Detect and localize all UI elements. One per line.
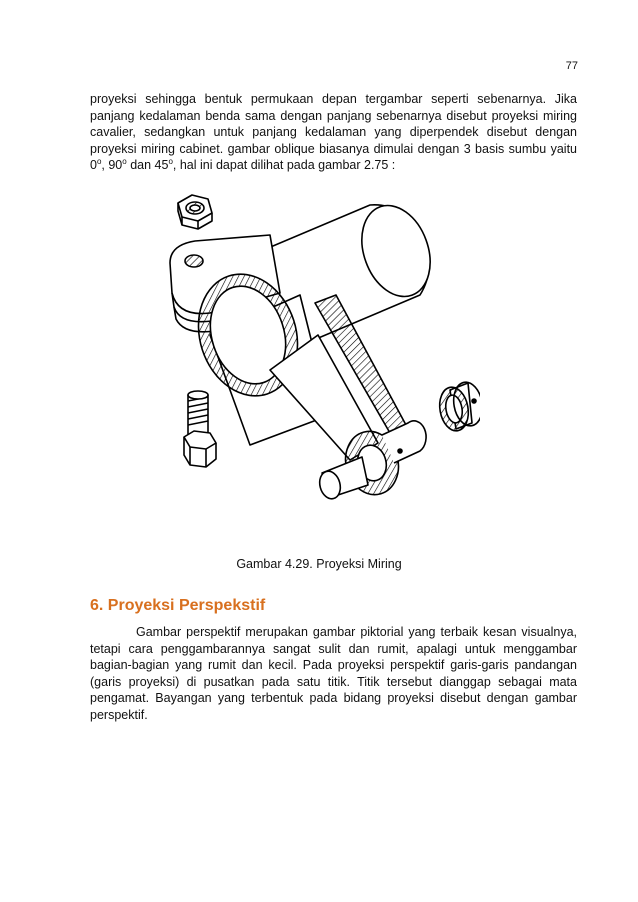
oblique-projection-figure	[150, 185, 480, 515]
figure-caption: Gambar 4.29. Proyeksi Miring	[236, 557, 402, 571]
section-heading: 6. Proyeksi Perspekstif	[90, 597, 266, 614]
bushing	[436, 380, 480, 433]
body-paragraph: proyeksi sehingga bentuk permukaan depan tergambar seperti sebenarnya. Jika panjang kedalaman benda sama dengan panjang sebenarnya disebut proyeksi miring cavalier, sedangkan untuk panjang kedalaman yang diperpendek disebut dengan proyeksi miring cabinet. gambar oblique biasanya dimulai dengan 3 basis sumbu yaitu 0$^o$, 90$^o$ dan 45$^o$, hal ini dapat dilihat pada gambar 2.75 :	[90, 92, 577, 173]
hex-bolt	[184, 391, 216, 467]
section-paragraph: Gambar perspektif merupakan gambar piktorial yang terbaik kesan visualnya, tetapi cara penggambarannya sangat sulit dan rumit, apalagi untuk menggambar bagian-bagian yang rumit dan kecil. Pada proyeksi perspektif garis-garis pandangan (garis proyeksi) di pusatkan pada satu titik. Titik tersebut dianggap sebagai mata pengamat. Bayangan yang terbentuk pada bidang proyeksi disebut dengan gambar perspektif.	[90, 625, 577, 722]
hex-nut	[178, 195, 212, 229]
page-number: 77	[565, 60, 578, 72]
